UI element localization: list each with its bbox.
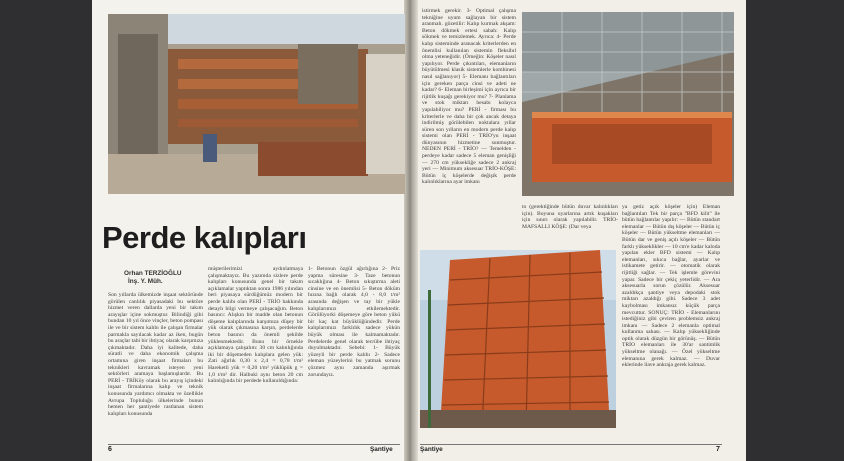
- right-column-3: ya getiz açık köşeler için) Eleman bağlantıları Tek bir parça "BFD kilit" ile bütün bağlantılar yapılır: — Bütün standart elemanlar — Bütün dış köşeler — Bütün iç köşeler — Bütün yükseltme elemanları — Bütün dar ve geniş açılı köşeler — Bütün farklı yükseklikler — 10 cm'e kadar kaloda yapılan ekler BFD sistemi — Kalıp elemanları, sıkıca bağlar, ayarlar ve istikamete getirir. — otomatik olarak rijitliği sağlar. — Tek işlemle görevini yapar. Sadece bir çekiç yeterlidir. — Ara aksesuarla sorun çözülür. Aksesuar azaldıkça şantiye veya depodaki stok miktarı azaldığı gibi. Sadece 3 adet kaybolması imkansız küçük parça mevcuttur. SONUÇ: TRİO - Elemanlarını istediğiniz gibi çeviren problemsiz ankraj imkanı — Sadece 2 elemanla optimal kullanma sahası. — Kalıp yüksekliğinde optik olarak düzgün bir görünüş. — Bütün TRİO elemanları ile 30'ar santimlik yükseltme olanağı. — Özel yükseltme elemanına gerek kalmaz. — Duvar eklerinde ilave ankraja gerek kalmaz.: [622, 204, 720, 369]
- tall-formwork-photo: [420, 250, 616, 428]
- author-byline: [124, 270, 182, 285]
- left-footer-rule: [108, 444, 400, 445]
- author-name: Orhan TERZİOĞLU: [124, 270, 182, 277]
- left-column-1: Son yıllarda ülkemizde inşaat sektöründe görülen canlılık piyasadaki bu sektöre hizmet veren dallarda yeni bir takım arayışlar içine sokmuştur. Bilindiği gibi bundan 10 yıl önce vinçler, beton pompası ile ve bir sistem kalıbı ile çalışan firmalar parmakla sayılacak kadar az iken, bugün bu araçlar tabi bir ihtiyaç olarak karşımıza çıkmaktadır. Daha iyi kalitede, daha süratli ve daha ekonomik çalışma ortamına giren inşaat firmaları bu teknikleri kavramak isteyen yeni sektörleri aramaya başlamışlardır. Bu PERİ - TRİKöy olarak bu arayış içindeki inşaat firmalarına kalıp ve teknik konusunda yardımcı olmakta ve özellikle Avrupa Topluluğu ülkelerinde bunun hemen her şantiyede rastlanan sistem kalıpları konusunda: [108, 292, 203, 417]
- magazine-name-right: Şantiye: [420, 446, 443, 453]
- page-number-left: 6: [108, 446, 112, 453]
- page-number-right: 7: [716, 446, 720, 453]
- book-gutter: [404, 0, 418, 461]
- right-top-column: istirmek gerekir. 3- Optimal çalışma tekniğine uyum sağlayan bir sistem aranmalı. gözetilir: Kalıp kurmak akşam: Beton dökmek ertesi sabah: Kalıp sökmek ve temizlemek. Ayrıca: 4- Perde kalıp sisteminde aranacak kriterlerden en önemlisi kullanılan sistemin fleksibıl olma yeteneğidir. (Örneğin: Köşeler nasıl yapılıyor. Perde çıkıntıları, elemanların büyütülmesi klasik sistemlerle kombinesi nasıl sağlanıyor) 5- Elemanı bağlantıları için gereken parça cinsi ve adeti ne kadar? 6- Eleman birleşimi için ayrıca bir rijitlik kuşağı gerekiyor mu? 7- Planlama ve stok miktarı hesabı kolayca yapılabiliyor mu? PERİ - firması bu kriterlerle ve daha bir çok ancak detaya indirilmiş görülebilen noktalara yıllar süren son yılların en modern perde kalıp sistemi olan PERİ - TRİO'yu inşaat dünyasının hizmetine sunmuştur. NEDEN PERİ - TRİO? — Temelden - perdeye kadar sadece 5 eleman genişliği — 270 cm yüksekliğe sadece 2 ankraj yeri — Minimum aksesuar TRİO-KÖŞE: Bütün iç köşelerde değişik perde kalınlıklarına ayar imkanı: [422, 8, 516, 186]
- right-middle-column: to (gerektiğinde bütün duvar kalınlıkları için). Boyuna uyarlarına artık kuşakları için sınırı olarak yapılabilir. TRİO-MAFSALLI KÖŞE: (Dar veya: [522, 204, 618, 230]
- magazine-name-left: Şantiye: [370, 446, 393, 453]
- author-title: İnş. Y. Müh.: [128, 277, 163, 285]
- construction-site-photo: [108, 14, 405, 194]
- left-column-3: 1- Betonun özgül ağırlığına 2- Priz yapma süresine 3- Taze betonun sıcaklığına 4- Beton sıkıştırma aleti cinsine ve en önemlisi 5- Beton döküm hızına bağlı olarak 4,0 - 8,0 t/m² arasında değişen ve tay bir yükle kalıplarımızı etkilemektedir. Görülüyorki döşemeye göre beton yükü bir kaç kat büyüklüğündedir. Perde kalıplarımızı farklılık sadece yükün büyük olması ile kalmamaktadır. Perdelerde genel olarak tecrübe ihtiyaç duyulmaktadır. Sebebi: 1- Büyük yüzeyli bir perde kalıbı 2- Sadece eleman yüzeylerini bu yatmak sorunu çözmez aynı zamanda aşırmak zorundayız.: [308, 266, 400, 378]
- article-title: Perde kalıpları: [102, 220, 307, 255]
- right-footer-rule: [420, 444, 722, 445]
- formwork-grid-photo: [522, 12, 734, 196]
- left-column-2: müşterilerimizi aydınlatmaya çalışmaktayız. Bu yazımda sizlere perde kalıpları konusunda genel bir takım açıklamalar yaptıktan sonra 1986 yılından beri piyasaya sürdüğümüz modern bir perde kalıbı olan PERİ - TRİO hakkında detaylı bilgi vermeye çalışacağım. Beton basıncı: Alışkın bir madde olan betonun döşeme kalıplarında karşımıza düşey bir yük olarak çıkmasına karşın, perdelerde beton basıncı da önemli şekilde yüklenmektedir. Bunu bir örnekle açıklamaya çalışalım: 30 cm kalınlığında iki bir döşemeden kalıplara gelen yük: Zati ağırlık 0,30 x 2,4 = 0,78 t/m² Hareketli yük = 0,20 t/m² yüklüpük g = 1,0 t/m² dir. Halbuki aynı beton 20 cm kalınlığında bir perdede kullanıldığında:: [208, 266, 303, 385]
